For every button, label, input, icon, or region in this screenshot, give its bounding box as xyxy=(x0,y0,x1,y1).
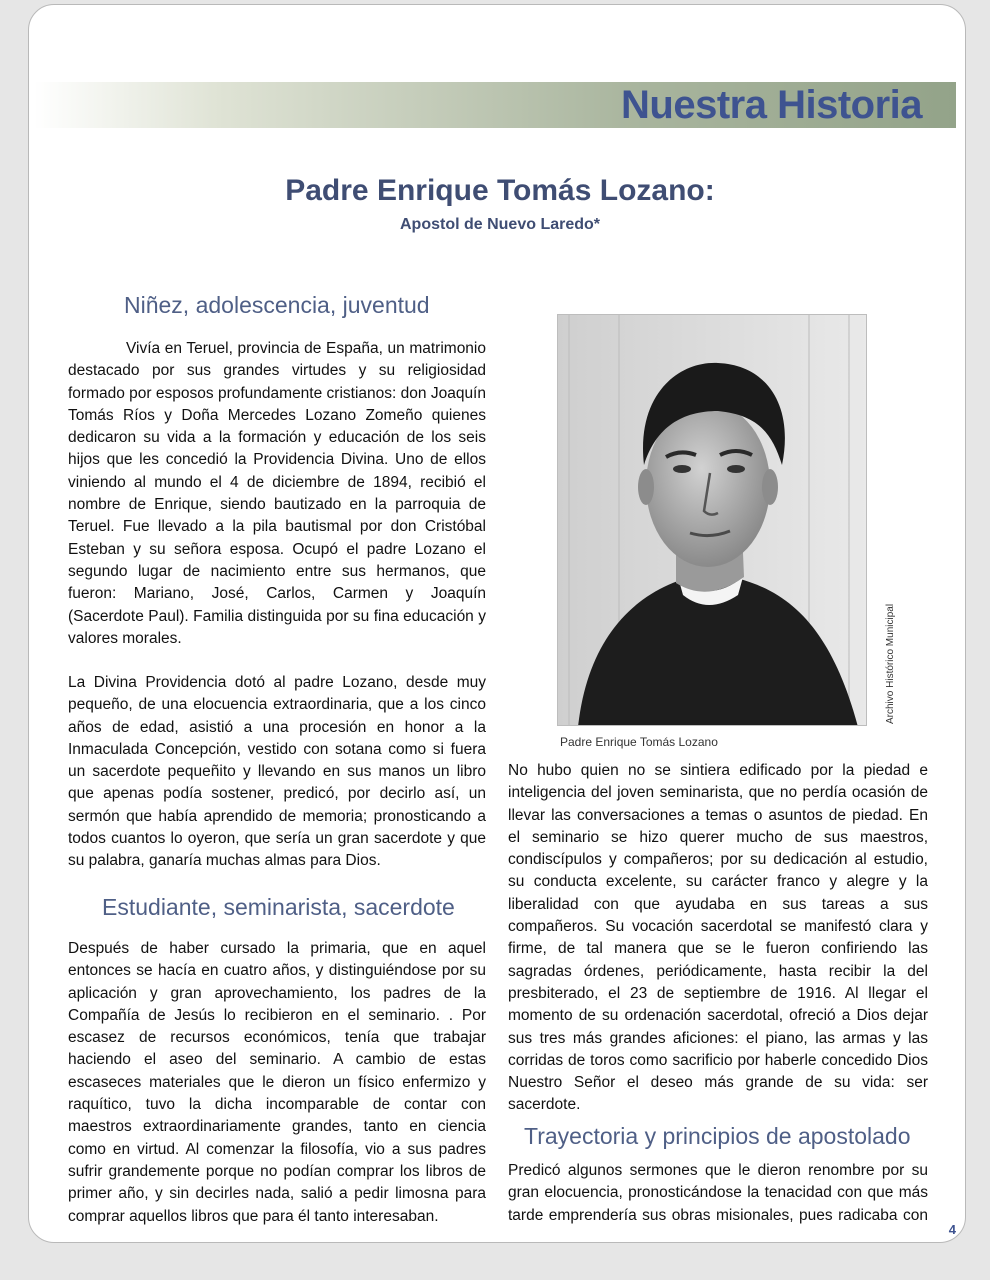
photo-credit: Archivo Histórico Municipal xyxy=(885,603,896,724)
page-number: 4 xyxy=(948,1222,956,1237)
article-subtitle: Apostol de Nuevo Laredo* xyxy=(399,216,601,233)
section-heading-apostolate: Trayectoria y principios de apostolado xyxy=(524,1123,911,1149)
section-heading-childhood: Niñez, adolescencia, juventud xyxy=(124,292,430,318)
photo-caption: Padre Enrique Tomás Lozano xyxy=(560,735,718,749)
paragraph-student-1: Después de haber cursado la primaria, que en aquel entonces se hacía en cuatro años, y distinguiéndose por su aplicación y gran aprovechamiento, los padres de la Compañía de Jesús lo recibieron en el seminario. . Por escasez de recursos económicos, tenía que trabajar haciendo el aseo del seminario. A cambio de estas escaseces materiales que le dieron un físico enfermizo y raquítico, tuvo la dicha incomparable de contar con maestros extraordinariamente grandes, tanto en ciencia como en virtud. Al comenzar la filosofía, vio a sus padres sufrir grandemente porque no podían comprar los libros de primer año, y sin decirles nada, salió a pedir limosna para comprar aquellos libros que para él tanto interesaban. xyxy=(68,940,486,1225)
paragraph-student-2: No hubo quien no se sintiera edificado por la piedad e inteligencia del joven seminarista, que no perdía ocasión de llevar las conversaciones a temas o asuntos de piedad. En el seminario se hizo querer mucho de sus maestros, condiscípulos y compañeros; por su dedicación al estudio, su conducta excelente, su carácter franco y alegre y la liberalidad con que ayudaba en sus tareas a sus compañeros. Su vocación sacerdotal se manifestó clara y firme, de tal manera que se le fueron confiriendo las sagradas órdenes, periódicamente, hasta recibir la del presbiterado, el 23 de septiembre de 1916. Al llegar el momento de su ordenación sacerdotal, ofreció a Dios dejar sus tres más grandes aficiones: el piano, las armas y las corridas de toros como sacrificio por haberle concedido Dios Nuestro Señor el deseo más grande de su vida: ser sacerdote. xyxy=(508,762,928,1114)
banner-title: Nuestra Historia xyxy=(621,83,922,127)
paragraph-childhood-2: La Divina Providencia dotó al padre Lozano, desde muy pequeño, de una elocuencia extraordinaria, que a los cinco años de edad, asistió a una procesión en honor a la Inmaculada Concepción, vestido con sotana como si fuera un sacerdote pequeñito y llevando en sus manos un libro que apenas podía sostener, predicó, por decirlo así, un sermón que había aprendido de memoria; pronosticando a todos cuantos lo oyeron, que sería un gran sacerdote y que su palabra, ganaría muchas almas para Dios. xyxy=(68,674,486,870)
portrait-illustration xyxy=(558,315,867,726)
section-heading-student: Estudiante, seminarista, sacerdote xyxy=(102,894,455,920)
paragraph-childhood-1: Vivía en Teruel, provincia de España, un matrimonio destacado por sus grandes virtudes y su religiosidad formado por esposos profundamente cristianos: don Joaquín Tomás Ríos y Doña Mercedes Lozano Zomeño quienes dedicaron su vida a la formación y educación de los seis hijos que les concedió la Providencia Divina. Uno de ellos viniendo al mundo el 4 de diciembre de 1894, recibió el nombre de Enrique, siendo bautizado en la parroquia de Teruel. Fue llevado a la pila bautismal por don Cristóbal Esteban y su señora esposa. Ocupó el padre Lozano el segundo lugar de nacimiento entre sus hermanos, que fueron: Mariano, José, Carlos, Carmen y Joaquín (Sacerdote Paul). Familia distinguida por su fina educación y valores morales. xyxy=(68,340,486,647)
paragraph-apostolate-1: Predicó algunos sermones que le dieron renombre por su gran elocuencia, pronosticándose la tenacidad con que más tarde emprendería sus obras misionales, pues radicaba con xyxy=(508,1162,928,1224)
portrait-photo xyxy=(557,314,867,726)
article-title: Padre Enrique Tomás Lozano: xyxy=(285,174,715,207)
